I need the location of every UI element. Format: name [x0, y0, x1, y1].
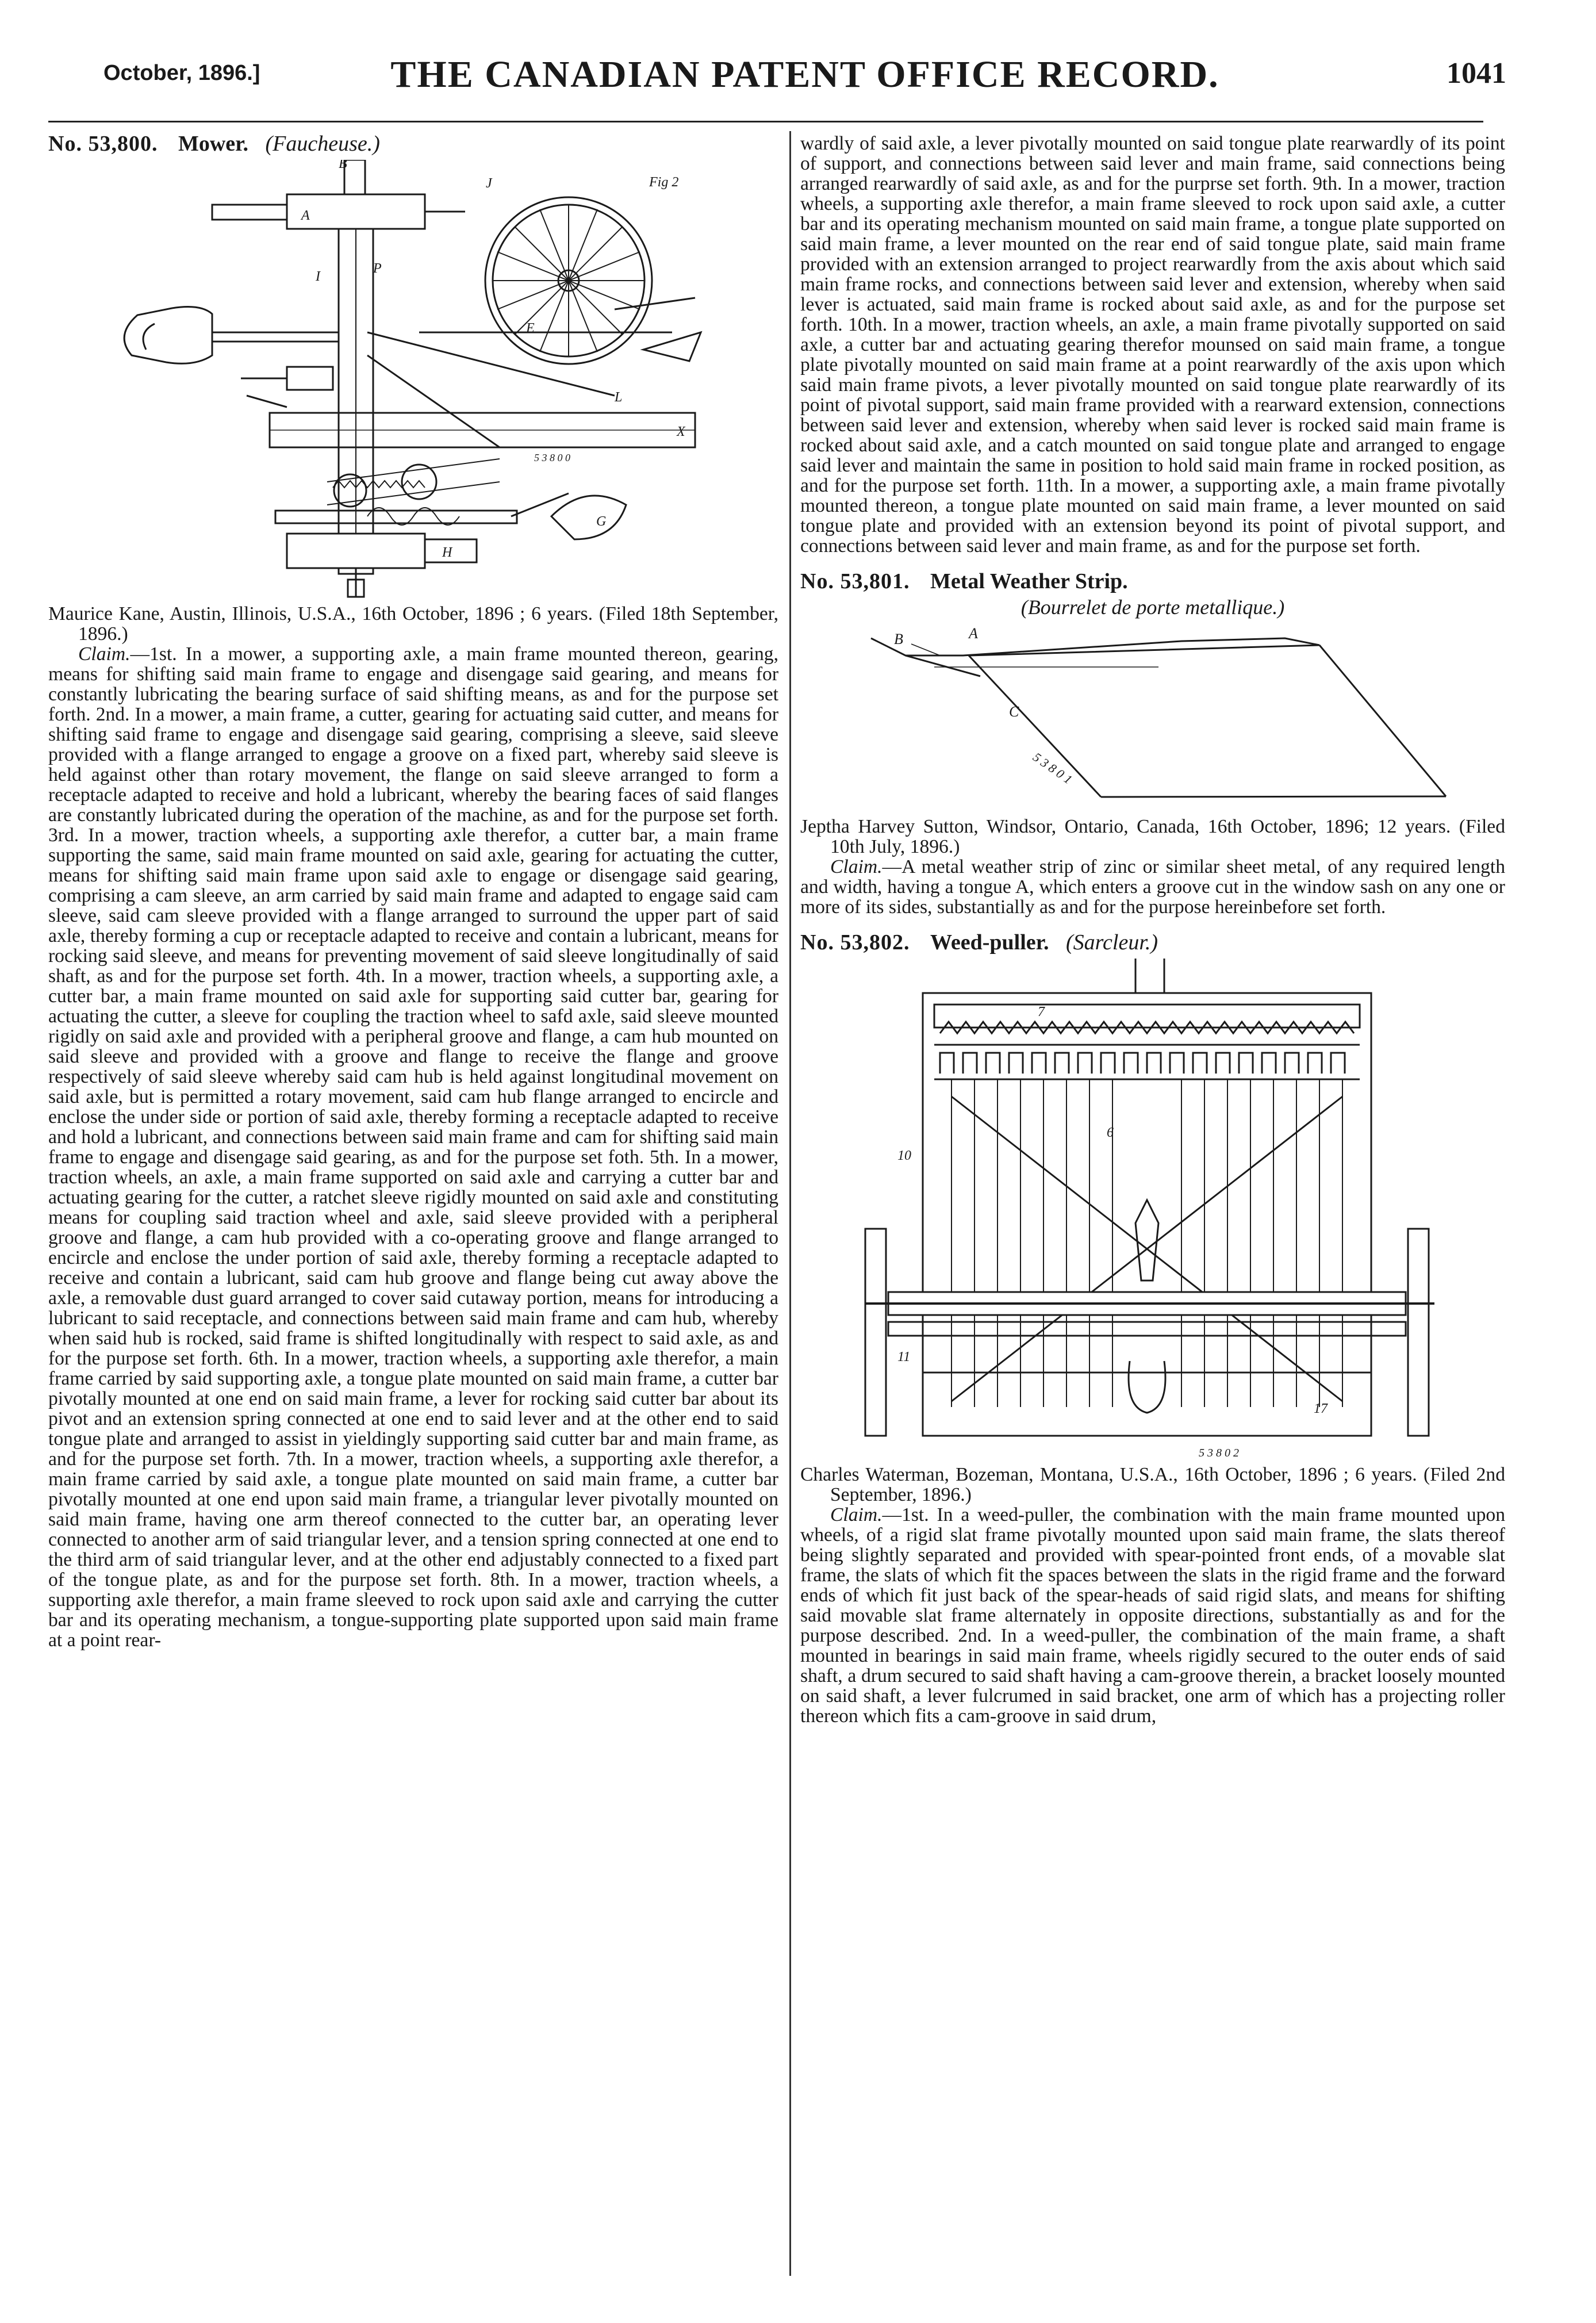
claims-text — [800, 1505, 1505, 1726]
patent-heading-53801 — [800, 569, 1505, 594]
figure-label: A — [969, 625, 978, 642]
figure-label: L — [615, 390, 623, 405]
figure-label: E — [526, 321, 535, 336]
figure-serial: 5 3 8 0 2 — [1199, 1447, 1239, 1459]
patent-name: Metal Weather Strip. — [930, 569, 1128, 593]
weed-puller-drawing — [854, 959, 1452, 1465]
patent-heading-53802 — [800, 930, 1505, 955]
figure-label: 10 — [897, 1148, 911, 1163]
journal-title: THE CANADIAN PATENT OFFICE RECORD. — [390, 53, 1219, 95]
claim-label: Claim. — [830, 856, 883, 877]
figure-label: P — [373, 261, 382, 276]
patent-number: No. 53,800. — [48, 132, 158, 156]
figure-label: G — [596, 514, 607, 529]
patent-heading-53800 — [48, 131, 778, 156]
mower-drawing — [97, 160, 730, 604]
figure-label: B — [339, 160, 347, 171]
claims-body: —1st. In a mower, a supporting axle, a main frame mounted thereon, gearing, means for shifting said main frame to engage and disengage said gearing, and means for constantly lubricating the bearing surface of said shifting means, as and for the purpose set forth. 2nd. In a mower, a main frame, a cutter, gearing for actuating said cutter, and means for shifting said frame to engage and disengage said gearing, comprising a sleeve, said sleeve provided with a flange arranged to engage a groove on a fixed part, whereby said sleeve is held against other than rotary movement, the flange on said sleeve arranged to form a receptacle adapted to receive and hold a lubricant, whereby the bearing faces of said flanges are constantly lubricated during the operation of the machine, as and for the purpose set forth. 3rd. In a mower, traction wheels, a supporting axle therefor, a cutter bar, a main frame supporting the same, said main frame mounted on said axle, gearing for actuating the cutter, means for shifting said main frame upon said axle to engage or disengage said gearing, comprising a cam sleeve, an arm carried by said main frame and adapted to engage said cam sleeve, said cam sleeve provided with a flange arranged to surround the upper part of said axle, thereby forming a cup or receptacle adapted to receive and contain a lubricant, means for rocking said sleeve, and means for preventing movement of said sleeve longitudinally of said shaft, as and for the purpose set forth. 4th. In a mower, traction wheels, a supporting axle, a cutter bar, a main frame mounted on said axle for supporting said cutter bar, gearing for actuating the cutter, a sleeve for coupling the traction wheel to safd axle, said sleeve mounted rigidly on said axle and provided with a peripheral groove and flange, a cam hub mounted on said sleeve and provided with a groove and flange to receive the flange and groove respectively of said sleeve whereby said cam hub is held against longitudinal movement on said axle, but is permitted a rotary movement, said cam hub flange arranged to encircle and enclose the under side or portion of said axle, thereby forming a receptacle adapted to receive and hold a lubricant, and connections between said main frame and cam for shifting said main frame to engage and disengage said gearing, as and for the purpose set foth. 5th. In a mower, traction wheels, an axle, a main frame supported on said axle and carrying a cutter bar and actuating gearing for the cutter, a ratchet sleeve rigidly mounted on said axle and constituting means for coupling said traction wheel and axle, said sleeve provided with a peripheral groove and flange, a cam hub provided with a co-operating groove and flange arranged to encircle and enclose the under portion of said axle, thereby forming a receptacle adapted to receive and contain a lubricant, said cam hub groove and flange being cut away above the axle, a removable dust guard arranged to cover said cutaway portion, means for introducing a lubricant to said receptacle, and connections between said main frame and cam hub, whereby when said hub is rocked, said frame is shifted longitudinally with respect to said axle, as and for the purpose set forth. 6th. In a mower, traction wheels, a supporting axle therefor, a main frame carried by said supporting axle, a tongue plate mounted on said main frame, a cutter bar pivotally mounted at one end on said main frame, a lever for rocking said cutter bar about its pivot and an extension spring connected at one end to said lever and at the other end to said tongue plate and arranged to assist in yieldingly supporting said cutter bar and main frame, as and for the purpose set forth. 7th. In a mower, traction wheels, a supporting axle therefor, a main frame carried by said axle, a tongue plate mounted on said main frame, a cutter bar pivotally mounted at one end upon said main frame, a triangular lever pivotally mounted on said main frame, having one arm thereof connected to the cutter bar, an operating lever connected to another arm of said triangular lever, and a tension spring connected at one end to the third arm of said triangular lever, and at the other end adjustably connected to a fixed part of the tongue plate, as and for the purpose set forth. 8th. In a mower, traction wheels, a supporting axle therefor, a main frame sleeved to rock upon said axle and carrying the cutter bar and its operating mechanism, a tongue-supporting plate supported upon said main frame at a point rear- — [48, 643, 778, 1651]
figure-label: B — [894, 631, 903, 647]
patent-french-name: (Faucheuse.) — [265, 132, 380, 156]
claims-text — [48, 644, 778, 1650]
figure-label: C — [1009, 703, 1019, 720]
patent-french-name: (Bourrelet de porte metallique.) — [1020, 596, 1285, 619]
left-column — [48, 131, 778, 1650]
patent-name: Mower. — [178, 132, 249, 156]
figure-label: J — [486, 176, 492, 191]
weather-strip-drawing — [837, 621, 1469, 816]
weather-strip-figure — [837, 621, 1469, 816]
patent-number: No. 53,801. — [800, 569, 910, 593]
figure-label: 7 — [1038, 1005, 1045, 1019]
figure-serial: 5 3 8 0 0 — [534, 452, 570, 463]
weed-puller-figure — [854, 959, 1452, 1465]
patent-name: Weed-puller. — [930, 930, 1049, 954]
inventor-line: Charles Waterman, Bozeman, Montana, U.S.A., 16th October, 1896 ; 6 years. (Filed 2nd September, 1896.) — [800, 1464, 1505, 1505]
claims-body: —A metal weather strip of zinc or similar sheet metal, of any required length and width, having a tongue A, which enters a groove cut in the window sash on any one or more of its sides, substantially as and for the purpose hereinbefore set forth. — [800, 856, 1505, 918]
inventor-line: Jeptha Harvey Sutton, Windsor, Ontario, Canada, 16th October, 1896; 12 years. (Filed 10th July, 1896.) — [800, 816, 1505, 857]
patent-french-name: (Sarcleur.) — [1066, 930, 1158, 954]
figure-label: 17 — [1314, 1401, 1328, 1416]
patent-number: No. 53,802. — [800, 930, 910, 954]
right-column — [800, 133, 1505, 1726]
figure-label: 6 — [1107, 1125, 1114, 1140]
figure-label: X — [677, 424, 685, 439]
figure-label: I — [316, 269, 320, 284]
figure-label: Fig 2 — [649, 175, 679, 190]
figure-label: 11 — [897, 1350, 911, 1364]
issue-date: October, 1896.] — [103, 61, 260, 85]
running-head — [103, 53, 1506, 93]
figure-label: A — [301, 208, 310, 223]
claims-text — [800, 857, 1505, 917]
claims-body: —1st. In a weed-puller, the combination with the main frame mounted upon wheels, of a rigid slat frame pivotally mounted upon said main frame, the slats thereof being slightly separated and provided with spear-pointed front ends, of a movable slat frame, the slats of which fit the spaces between the slats in the rigid frame and the forward ends of which fit just back of the spear-heads of said rigid slats, and means for shifting said movable slat frame alternately in opposite directions, substantially as and for the purpose described. 2nd. In a weed-puller, the combination of the main frame, a shaft mounted in bearings in said main frame, wheels rigidly secured to the outer ends of said shaft, a drum secured to said shaft having a cam-groove therein, a bracket loosely mounted on said shaft, a lever fulcrumed in said bracket, one arm of which has a projecting roller thereon which fits a cam-groove in said drum, — [800, 1504, 1505, 1727]
figure-serial: 5 3 8 0 1 — [1030, 749, 1075, 787]
claim-label: Claim. — [78, 643, 131, 665]
column-rule — [789, 131, 791, 2276]
page-number: 1041 — [1447, 57, 1506, 90]
claims-continued: wardly of said axle, a lever pivotally mounted on said tongue plate rearwardly of its point of support, and connections between said lever and main frame, said connections being arranged rearwardly of said axle, as and for the purprse set forth. 9th. In a mower, traction wheels, a supporting axle therefor, a main frame sleeved to rock upon said axle, a cutter bar and its operating mechanism mounted on said main frame, a tongue plate supported on said main frame, a lever mounted on the rear end of said tongue plate, said main frame provided with an extension arranged to project rearwardly from the axis about which said main frame rocks, and connections between said lever and extension, whereby when said lever is actuated, said main frame is rocked about said axle, as and for the purpose set forth. 10th. In a mower, traction wheels, an axle, a main frame pivotally supported on said axle, a cutter bar and actuating gearing therefor mounsed on said main frame, a tongue plate pivotally mounted on said main frame at a point rearwardly of the axis upon which said main frame pivots, a lever pivotally mounted on said tongue plate rearwardly of its point of pivotal support, said main frame provided with a rearward extension, connections between said lever and extension, whereby when said lever is rocked said main frame is rocked about said axle, and a catch mounted on said tongue plate and arranged to engage said lever and maintain the same in position to hold said main frame in rocked position, as and for the purpose set forth. 11th. In a mower, a supporting axle, a main frame pivotally mounted thereon, a tongue plate mounted on said main frame, a lever mounted on said tongue plate and provided with an extension beyond its point of pivotal support, and connections between said lever and main frame, as and for the purpose set forth. — [800, 133, 1505, 557]
claim-label: Claim. — [830, 1504, 883, 1525]
inventor-line: Maurice Kane, Austin, Illinois, U.S.A., 16th October, 1896 ; 6 years. (Filed 18th September, 1896.) — [48, 603, 778, 645]
figure-label: H — [442, 545, 452, 560]
mower-figure — [97, 160, 730, 604]
header-rule — [48, 121, 1483, 122]
